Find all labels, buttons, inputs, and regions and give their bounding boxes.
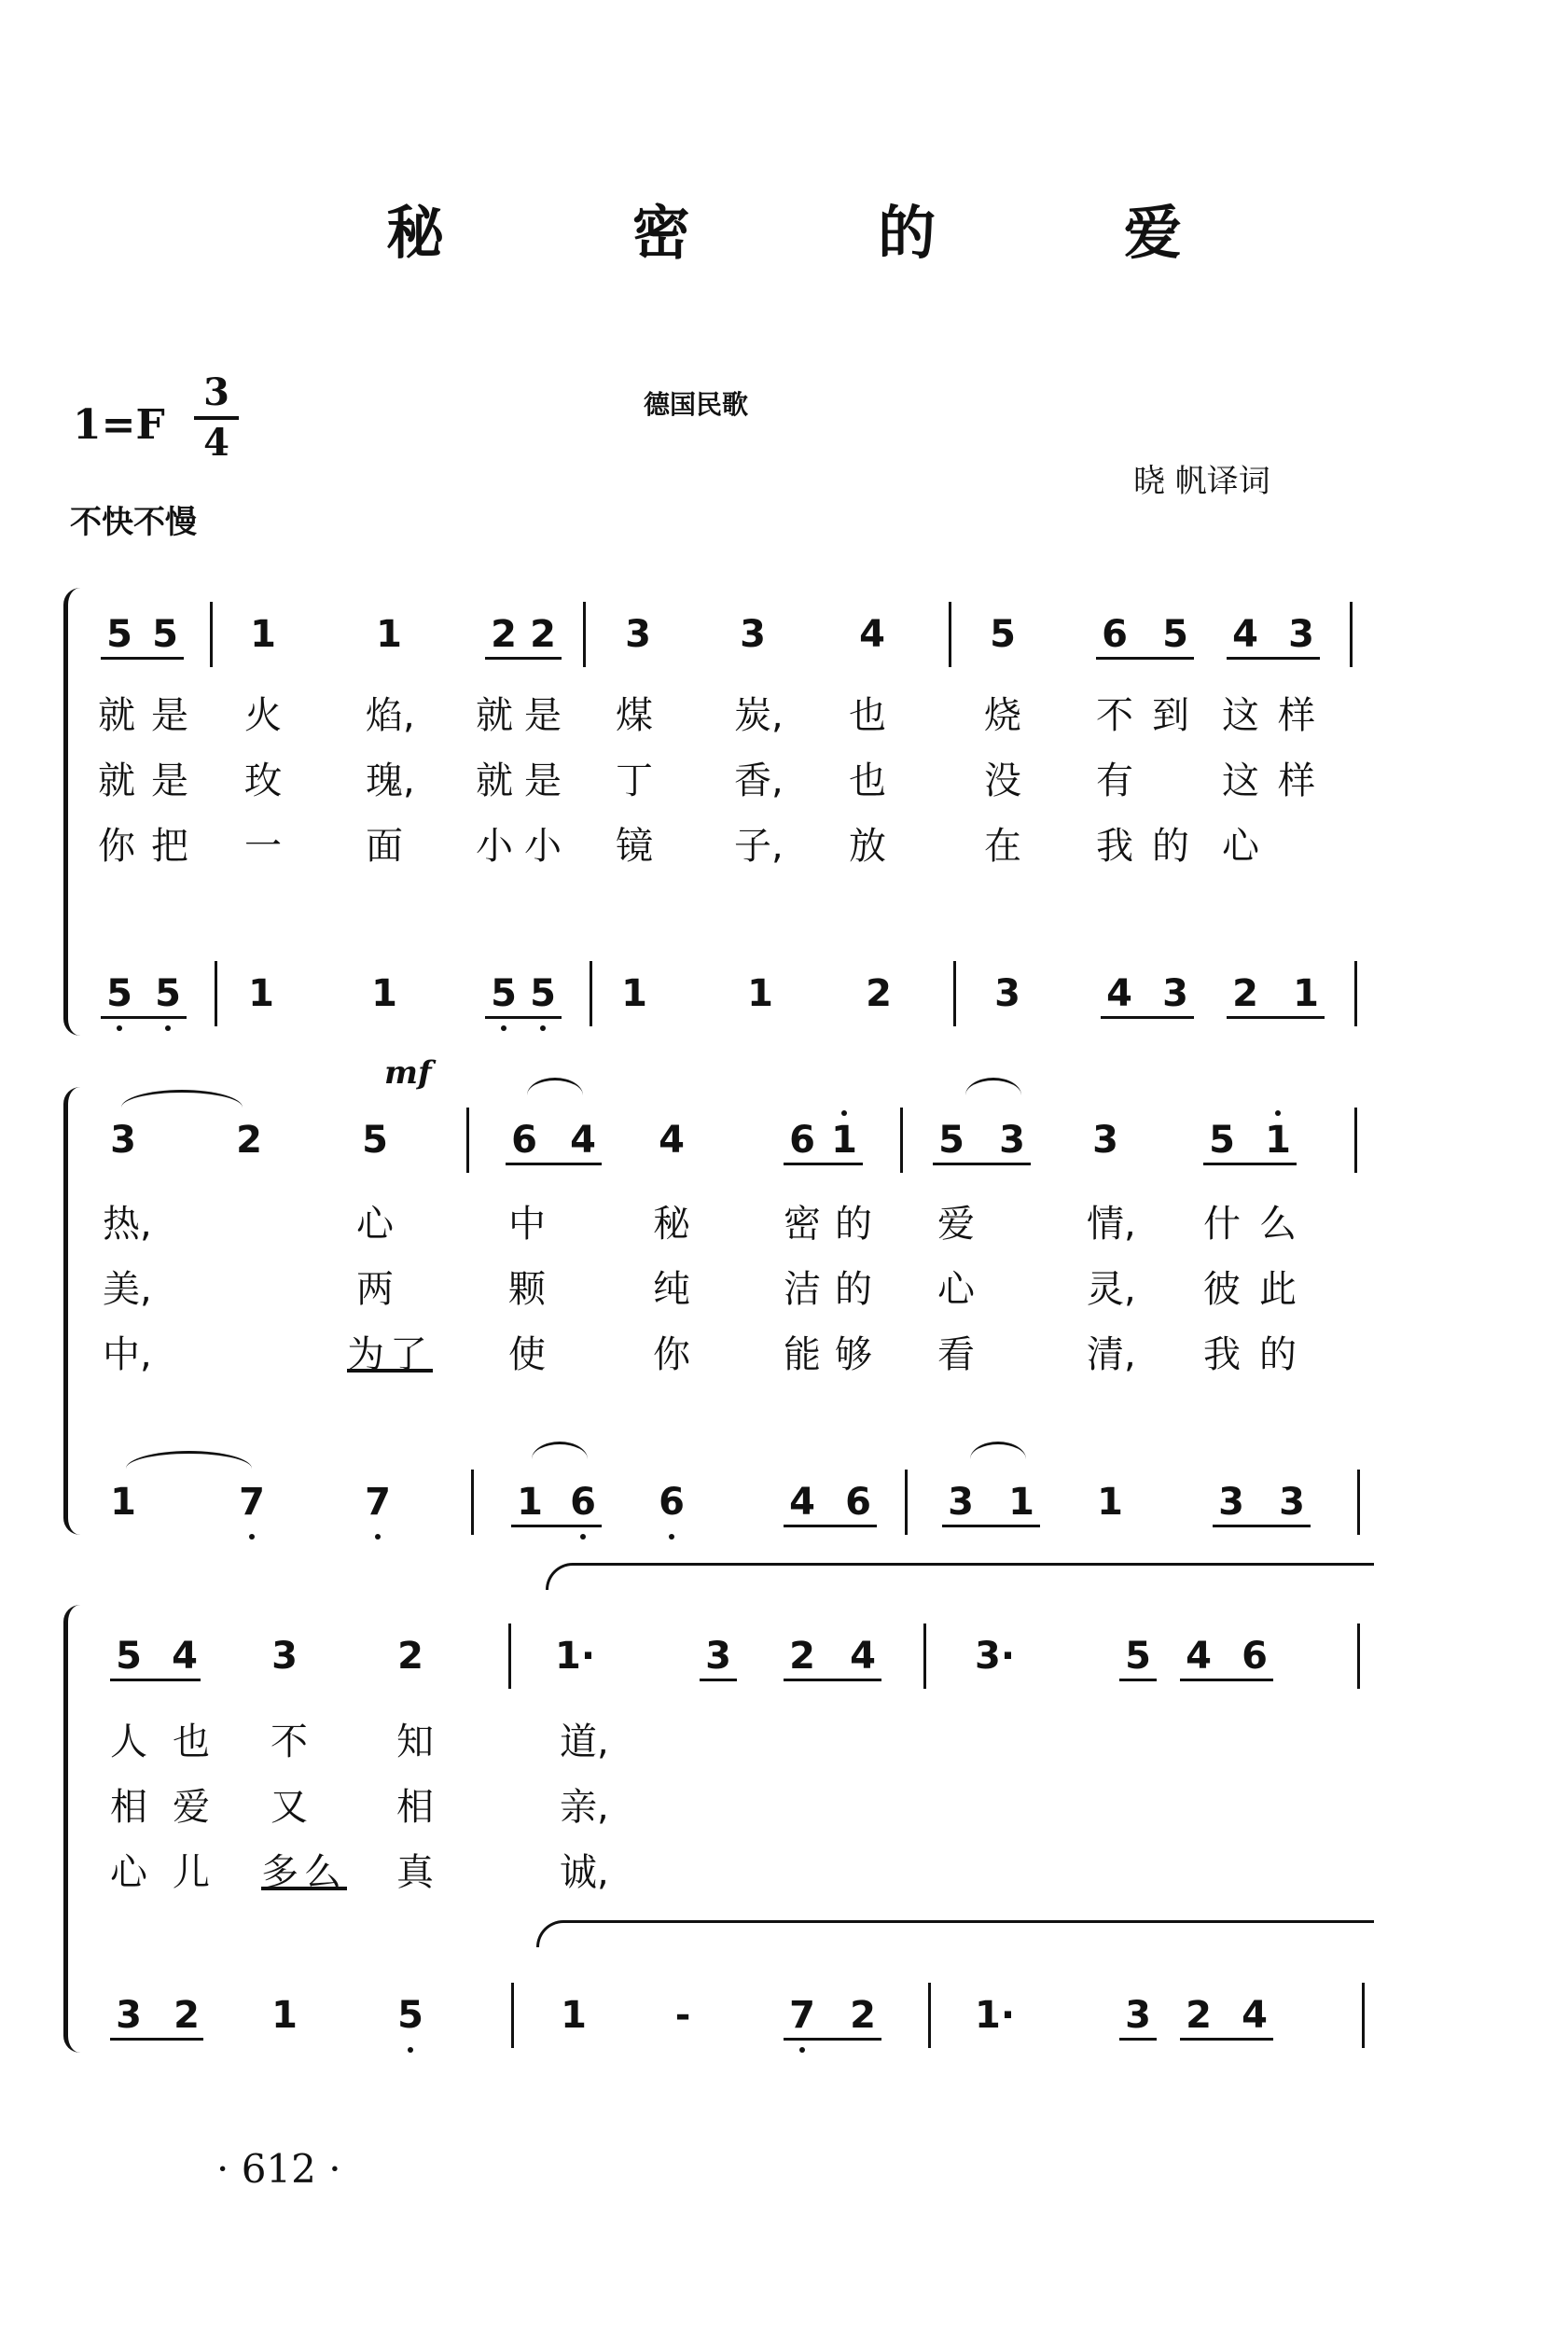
- lower-note: 3: [948, 1481, 974, 1524]
- phrase-slur: [546, 1563, 1374, 1590]
- lyric-char: 什: [1203, 1203, 1241, 1246]
- upper-note: 3: [625, 613, 651, 656]
- low-octave-dot: [669, 1534, 674, 1540]
- song-origin: 德国民歌: [644, 389, 749, 420]
- lower-note: 1·: [975, 1994, 1016, 2037]
- lower-note: 2: [1232, 972, 1258, 1015]
- lyric-char: 相: [110, 1786, 147, 1829]
- lyric-char: 儿: [173, 1851, 210, 1894]
- upper-note: 3: [740, 613, 766, 656]
- underline-beam: [784, 1525, 877, 1527]
- lower-note: 3: [1125, 1994, 1151, 2037]
- lower-note: 3: [1279, 1481, 1305, 1524]
- upper-note: 5: [152, 613, 178, 656]
- lyric-char: 你: [98, 825, 135, 868]
- lower-note: 1: [271, 1994, 298, 2037]
- lyric-char: 两: [356, 1268, 394, 1311]
- upper-note: 5: [362, 1119, 388, 1162]
- lower-note: 2: [850, 1994, 876, 2037]
- tie: [126, 1451, 252, 1469]
- upper-note: 6: [1102, 613, 1128, 656]
- upper-note: 2: [530, 613, 556, 656]
- lyric-char: 煤: [616, 694, 653, 737]
- lyric-char: 是: [151, 759, 188, 802]
- lyric-char: 么: [1259, 1203, 1297, 1246]
- upper-note: 6: [789, 1119, 815, 1162]
- lyric-char: 不: [1096, 694, 1133, 737]
- lyric-char: 一: [244, 825, 282, 868]
- tempo-marking: 不快不慢: [70, 504, 197, 541]
- lyric-char: 镜: [616, 825, 653, 868]
- barline: [590, 961, 592, 1026]
- lyric-char: 多么: [261, 1851, 347, 1894]
- lyric-char: 也: [849, 759, 886, 802]
- song-title: 秘 密 的 爱: [386, 199, 1266, 267]
- low-octave-dot: [117, 1025, 122, 1031]
- lyric-char: 心: [110, 1851, 147, 1894]
- lyric-char: 的: [1152, 825, 1189, 868]
- upper-note: 5: [1209, 1119, 1235, 1162]
- lower-note: 4: [789, 1481, 815, 1524]
- lower-note: 4: [1106, 972, 1132, 1015]
- underline-beam: [506, 1163, 602, 1165]
- upper-note: 3: [110, 1119, 136, 1162]
- lower-note: 7: [239, 1481, 265, 1524]
- underline-beam: [485, 657, 562, 660]
- time-signature-bottom: 4: [203, 421, 229, 465]
- underline-beam: [1096, 657, 1194, 660]
- lyric-char: 心: [937, 1268, 975, 1311]
- lyric-char: 纯: [653, 1268, 690, 1311]
- underline-beam: [933, 1163, 1031, 1165]
- lyric-char: 的: [1259, 1333, 1297, 1376]
- lyricist-credit: 晓 帆译词: [1133, 463, 1270, 500]
- upper-note: 3·: [975, 1635, 1016, 1678]
- upper-note: 4: [659, 1119, 685, 1162]
- lyric-char: 看: [937, 1333, 975, 1376]
- lyric-char: 也: [849, 694, 886, 737]
- lyric-char: 真: [396, 1851, 434, 1894]
- lyric-char: 没: [984, 759, 1021, 802]
- lyric-char: 心: [356, 1203, 394, 1246]
- barline: [900, 1108, 903, 1173]
- barline: [928, 1983, 931, 2048]
- lower-note: 2: [173, 1994, 200, 2037]
- lower-note: 1: [561, 1994, 587, 2037]
- lyric-char: 热,: [103, 1203, 152, 1246]
- upper-note: 4: [172, 1635, 198, 1678]
- underline-beam: [1227, 1016, 1325, 1019]
- lyric-char: 美,: [103, 1268, 152, 1311]
- lyric-char: 面: [366, 825, 403, 868]
- key-signature: 1=F: [73, 401, 165, 449]
- barline: [923, 1623, 926, 1689]
- page-number: · 612 ·: [216, 2146, 341, 2192]
- lower-note: 5: [155, 972, 181, 1015]
- barline: [1350, 602, 1353, 667]
- lower-note: 6: [659, 1481, 685, 1524]
- lyric-char: 是: [524, 759, 562, 802]
- upper-note: 1: [376, 613, 402, 656]
- lyric-char: 洁: [784, 1268, 821, 1311]
- time-signature-line: [194, 416, 239, 420]
- lower-note: 3: [1218, 1481, 1244, 1524]
- lyric-char: 放: [849, 825, 886, 868]
- low-octave-dot: [580, 1534, 586, 1540]
- barline: [471, 1470, 474, 1535]
- lyric-char: 够: [835, 1333, 872, 1376]
- underline-beam: [110, 1679, 201, 1681]
- barline: [953, 961, 956, 1026]
- upper-note: 2: [236, 1119, 262, 1162]
- system-2-brace: [63, 1087, 81, 1535]
- lyric-char: 就: [98, 694, 135, 737]
- lyric-char: 小: [476, 825, 513, 868]
- underline-beam: [1180, 2038, 1273, 2041]
- upper-note: 5: [990, 613, 1016, 656]
- upper-note: 5: [938, 1119, 964, 1162]
- low-octave-dot: [540, 1025, 546, 1031]
- lower-note: 6: [570, 1481, 596, 1524]
- lyric-char: 把: [151, 825, 188, 868]
- lower-note: 5: [530, 972, 556, 1015]
- upper-note: 3: [1092, 1119, 1118, 1162]
- lower-note: 1: [248, 972, 274, 1015]
- underline-beam: [942, 1525, 1040, 1527]
- underline-beam: [1119, 1679, 1157, 1681]
- lyric-char: 颗: [508, 1268, 546, 1311]
- lyric-char: 我: [1203, 1333, 1241, 1376]
- lyric-char: 彼: [1203, 1268, 1241, 1311]
- tie: [121, 1090, 243, 1108]
- upper-note: 2: [491, 613, 517, 656]
- low-octave-dot: [501, 1025, 506, 1031]
- lyric-char: 为了: [347, 1333, 433, 1376]
- underline-beam: [110, 2038, 203, 2041]
- lower-note: 7: [365, 1481, 391, 1524]
- upper-note: 4: [570, 1119, 596, 1162]
- lower-note: 2: [1186, 1994, 1212, 2037]
- lyric-char: 样: [1278, 694, 1315, 737]
- lyric-char: 我: [1096, 825, 1133, 868]
- upper-note: 3: [271, 1635, 298, 1678]
- low-octave-dot: [249, 1534, 255, 1540]
- upper-note: 6: [1242, 1635, 1268, 1678]
- lyric-char: 诚,: [560, 1851, 609, 1894]
- tie: [970, 1442, 1026, 1459]
- lower-note: 3: [1162, 972, 1188, 1015]
- underline-beam: [511, 1525, 602, 1527]
- lower-note: 5: [397, 1994, 423, 2037]
- lyric-char: 密: [784, 1203, 821, 1246]
- tie: [965, 1078, 1021, 1095]
- lower-note: 3: [994, 972, 1020, 1015]
- lyric-char: 这: [1222, 694, 1259, 737]
- underline-beam: [1180, 1679, 1273, 1681]
- barline: [905, 1470, 908, 1535]
- lyric-char: 中: [508, 1203, 546, 1246]
- lyric-char: 烧: [984, 694, 1021, 737]
- lyric-char: 情,: [1087, 1203, 1136, 1246]
- underline-beam: [101, 1016, 187, 1019]
- lyric-char: 瑰,: [366, 759, 415, 802]
- upper-note: 5: [116, 1635, 142, 1678]
- lyric-char: 就: [98, 759, 135, 802]
- barline: [466, 1108, 469, 1173]
- lyric-char: 的: [835, 1203, 872, 1246]
- barline: [215, 961, 217, 1026]
- lyric-char: 能: [784, 1333, 821, 1376]
- lower-note: 4: [1242, 1994, 1268, 2037]
- lyric-char: 炭,: [734, 694, 784, 737]
- lyric-char: 中,: [103, 1333, 152, 1376]
- system-1-brace: [63, 588, 81, 1036]
- lyric-char: 此: [1259, 1268, 1297, 1311]
- high-octave-dot: [841, 1110, 847, 1116]
- low-octave-dot: [799, 2047, 805, 2053]
- lyric-char: 你: [653, 1333, 690, 1376]
- lower-note: 6: [845, 1481, 871, 1524]
- low-octave-dot: [408, 2047, 413, 2053]
- barline: [583, 602, 586, 667]
- phrase-slur: [536, 1920, 1374, 1947]
- upper-note: 6: [511, 1119, 537, 1162]
- lyric-char: 也: [173, 1721, 210, 1763]
- lyric-char: 道,: [560, 1721, 609, 1763]
- lyric-char: 爱: [937, 1203, 975, 1246]
- lyric-char: 爱: [173, 1786, 210, 1829]
- lyric-char: 这: [1222, 759, 1259, 802]
- lyric-char: 是: [524, 694, 562, 737]
- underline-beam: [1227, 657, 1320, 660]
- underline-beam: [1203, 1163, 1297, 1165]
- lower-note: 1: [747, 972, 773, 1015]
- dynamic-marking: mf: [384, 1054, 432, 1092]
- underline-beam: [784, 1163, 863, 1165]
- lower-note: 2: [866, 972, 892, 1015]
- time-signature-top: 3: [203, 370, 229, 414]
- tie: [527, 1078, 583, 1095]
- low-octave-dot: [375, 1534, 381, 1540]
- system-3-brace: [63, 1605, 81, 2053]
- lyric-char: 焰,: [366, 694, 415, 737]
- upper-note: 1: [831, 1119, 857, 1162]
- lyric-char: 清,: [1087, 1333, 1136, 1376]
- lyric-char: 就: [476, 694, 513, 737]
- lyric-char: 是: [151, 694, 188, 737]
- upper-note: 5: [106, 613, 132, 656]
- lyric-char: 到: [1152, 694, 1189, 737]
- lyric-char: 心: [1222, 825, 1259, 868]
- barline: [1354, 961, 1357, 1026]
- lyric-char: 秘: [653, 1203, 690, 1246]
- underline-beam: [485, 1016, 562, 1019]
- upper-note: 1·: [555, 1635, 596, 1678]
- lyric-char: 在: [984, 825, 1021, 868]
- lower-note: 5: [106, 972, 132, 1015]
- underline-beam: [1119, 2038, 1157, 2041]
- lower-note: 5: [491, 972, 517, 1015]
- underline-beam: [700, 1679, 737, 1681]
- lyric-char: 样: [1278, 759, 1315, 802]
- lower-note: 7: [789, 1994, 815, 2037]
- barline: [1357, 1470, 1360, 1535]
- lower-note: -: [674, 1994, 691, 2037]
- tie: [532, 1442, 588, 1459]
- lyric-char: 丁: [616, 759, 653, 802]
- upper-note: 5: [1162, 613, 1188, 656]
- upper-note: 1: [250, 613, 276, 656]
- low-octave-dot: [165, 1025, 171, 1031]
- lyric-char: 亲,: [560, 1786, 609, 1829]
- barline: [210, 602, 213, 667]
- barline: [949, 602, 951, 667]
- lower-note: 1: [517, 1481, 543, 1524]
- lyric-char: 火: [244, 694, 282, 737]
- underline-beam: [784, 2038, 881, 2041]
- underline-beam: [784, 1679, 881, 1681]
- barline: [511, 1983, 514, 2048]
- lyric-char: 香,: [734, 759, 784, 802]
- lower-note: 3: [116, 1994, 142, 2037]
- upper-note: 1: [1265, 1119, 1291, 1162]
- upper-note: 4: [850, 1635, 876, 1678]
- barline: [508, 1623, 511, 1689]
- underline-beam: [1101, 1016, 1194, 1019]
- upper-note: 3: [1288, 613, 1314, 656]
- lower-note: 1: [1008, 1481, 1034, 1524]
- upper-note: 2: [789, 1635, 815, 1678]
- lyric-char: 的: [835, 1268, 872, 1311]
- lyric-char: 子,: [734, 825, 784, 868]
- lyric-char: 小: [524, 825, 562, 868]
- barline: [1362, 1983, 1365, 2048]
- lyric-char: 有: [1096, 759, 1133, 802]
- time-signature: [194, 371, 239, 465]
- lower-note: 1: [110, 1481, 136, 1524]
- upper-note: 3: [705, 1635, 731, 1678]
- lyric-char: 相: [396, 1786, 434, 1829]
- lyric-char: 不: [271, 1721, 308, 1763]
- lyric-char: 灵,: [1087, 1268, 1136, 1311]
- lyric-char: 人: [110, 1721, 147, 1763]
- underline-beam: [101, 657, 184, 660]
- lower-note: 1: [371, 972, 397, 1015]
- upper-note: 4: [1232, 613, 1258, 656]
- lower-note: 1: [1097, 1481, 1123, 1524]
- lyric-char: 玫: [244, 759, 282, 802]
- lyric-char: 使: [508, 1333, 546, 1376]
- upper-note: 3: [999, 1119, 1025, 1162]
- upper-note: 4: [1186, 1635, 1212, 1678]
- barline: [1357, 1623, 1360, 1689]
- upper-note: 2: [397, 1635, 423, 1678]
- high-octave-dot: [1275, 1110, 1281, 1116]
- barline: [1354, 1108, 1357, 1173]
- upper-note: 4: [859, 613, 885, 656]
- lyric-char: 又: [271, 1786, 308, 1829]
- underline-beam: [1213, 1525, 1311, 1527]
- upper-note: 5: [1125, 1635, 1151, 1678]
- lower-note: 1: [621, 972, 647, 1015]
- lyric-char: 就: [476, 759, 513, 802]
- lower-note: 1: [1293, 972, 1319, 1015]
- lyric-char: 知: [396, 1721, 434, 1763]
